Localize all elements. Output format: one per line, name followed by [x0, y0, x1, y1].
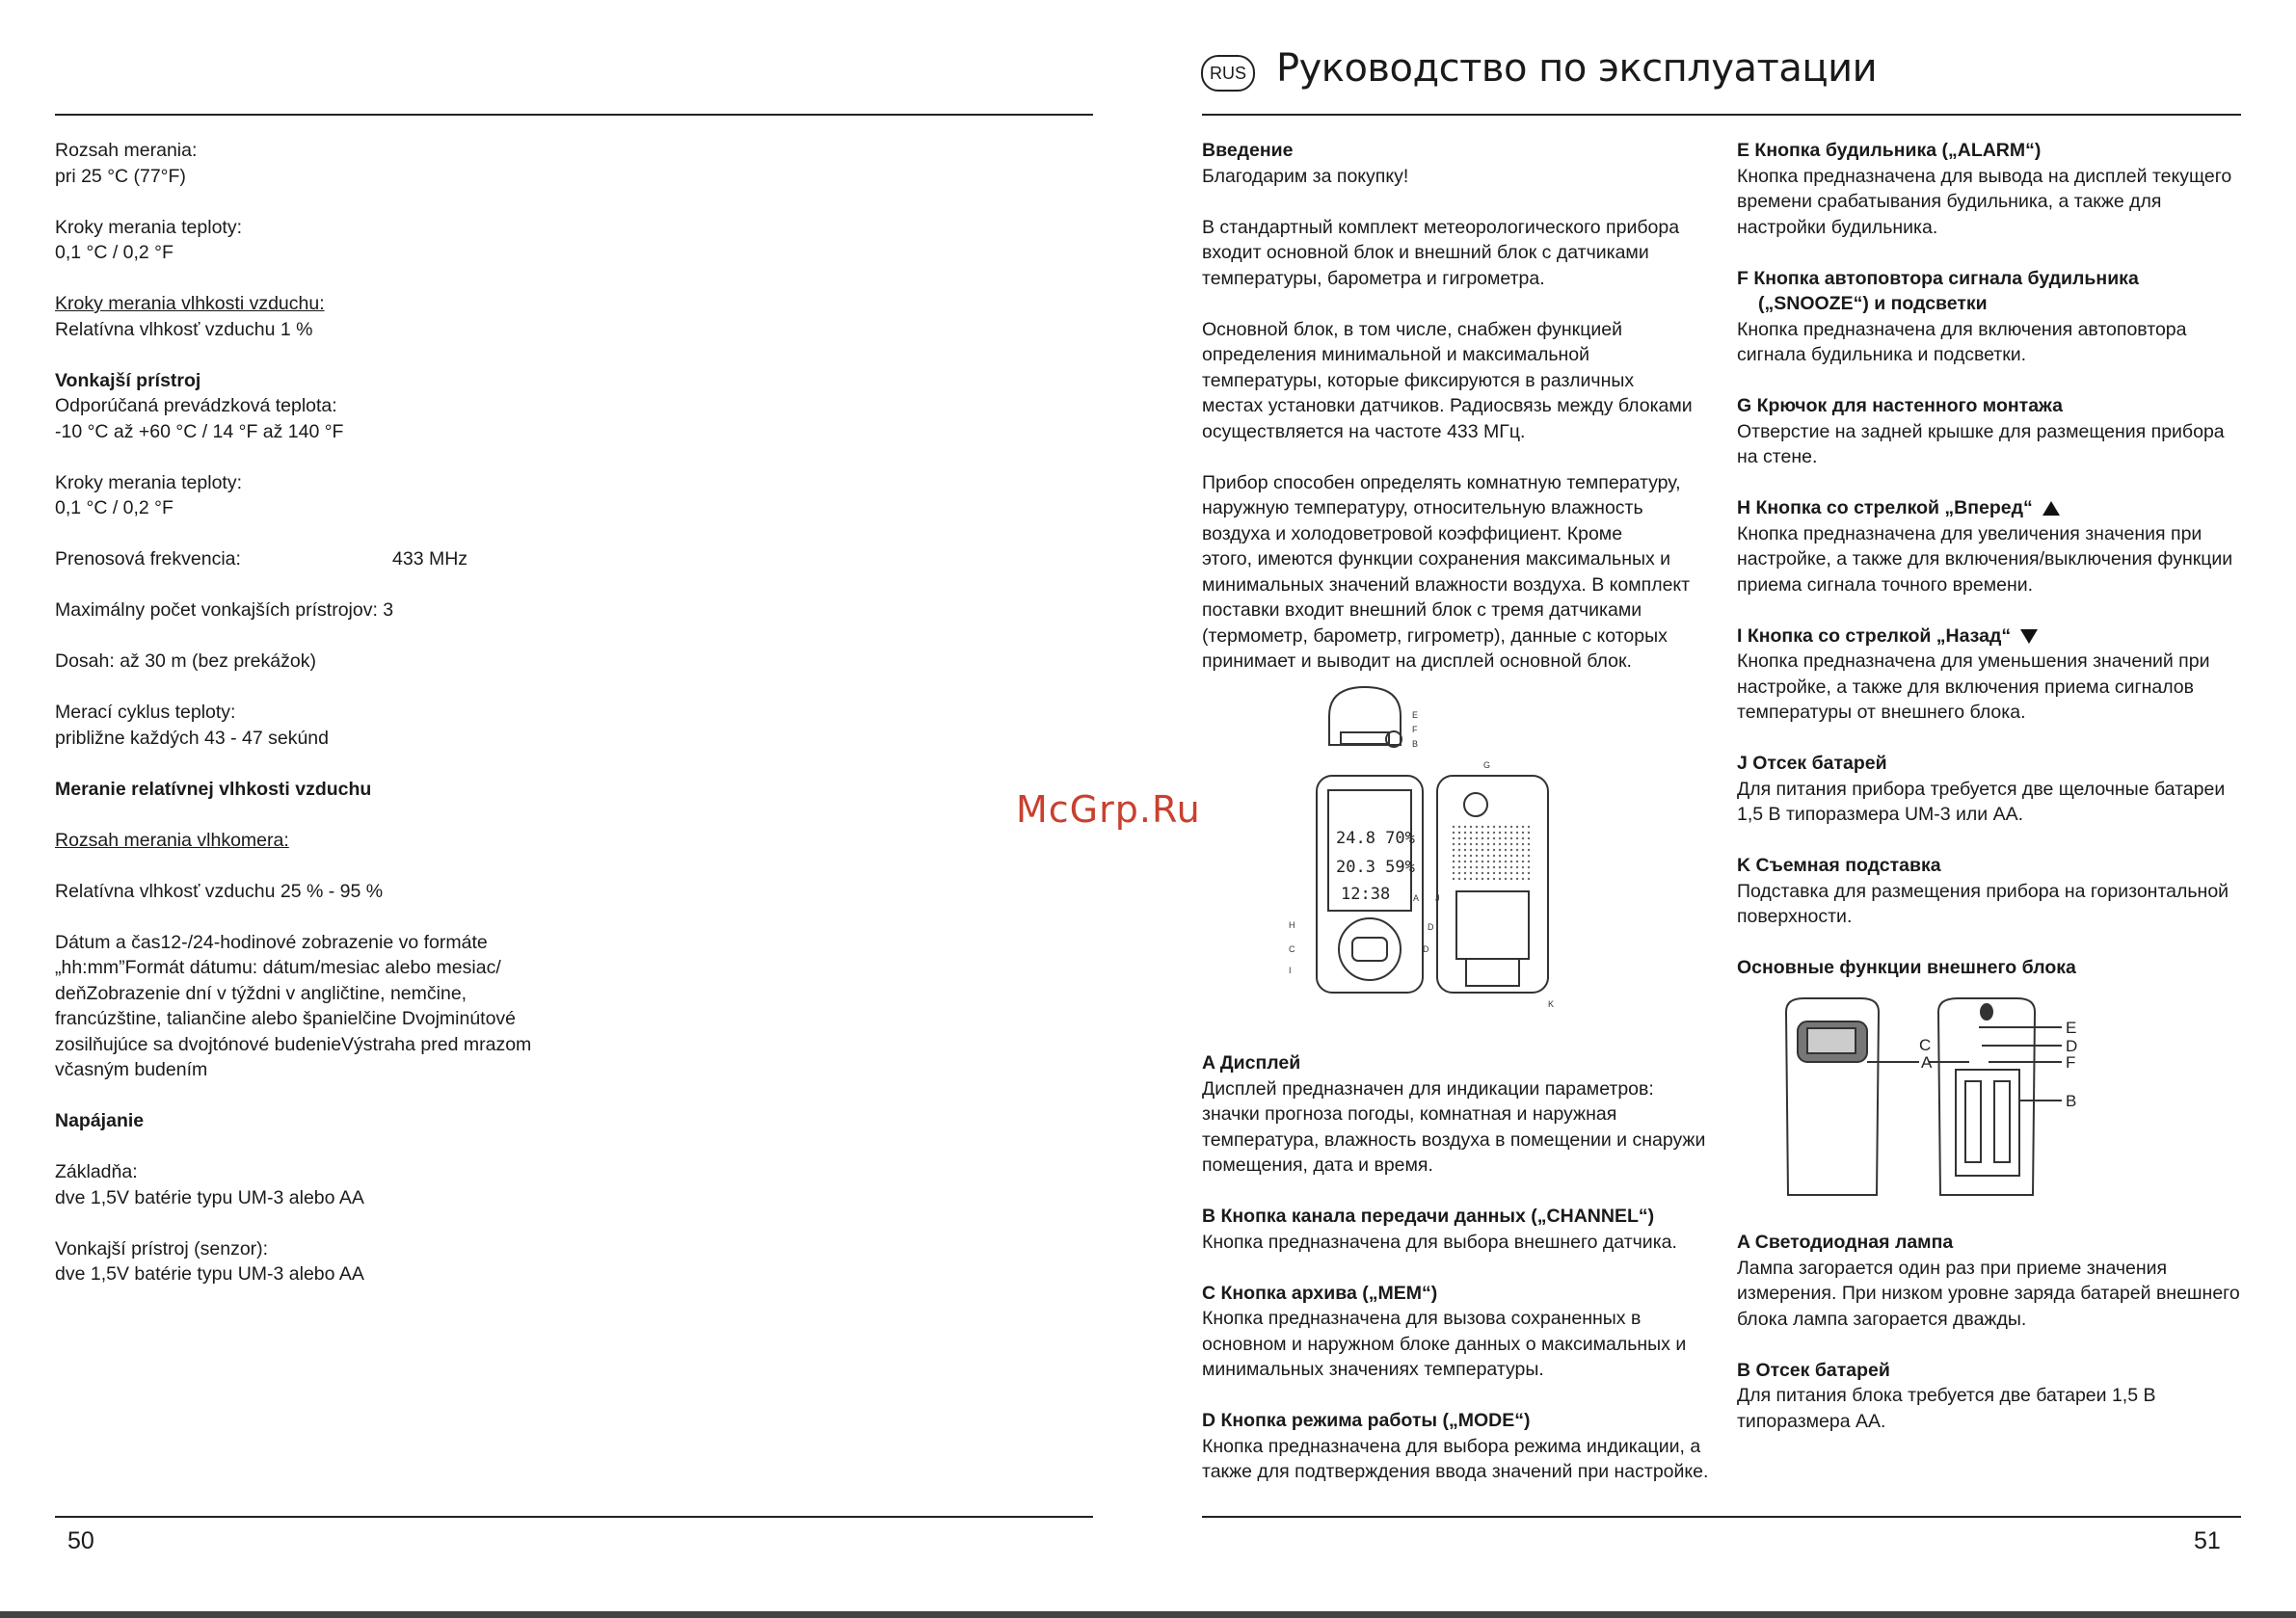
heading: A Дисплей [1202, 1052, 1301, 1074]
heading: G Крючок для настенного монтажа [1737, 395, 2063, 416]
spacer [55, 904, 922, 930]
left-text-column [55, 138, 922, 1287]
text-line: Odporúčaná prevádzková teplota: [55, 395, 337, 416]
text-line: Для питания блока требуется две батареи 1,5 В [1737, 1385, 2156, 1406]
text-line: Dosah: až 30 m (bez prekážok) [55, 650, 316, 672]
spacer [1202, 1179, 1722, 1205]
text-line: времени срабатывания будильника, а также для [1737, 191, 2162, 212]
right-column-2 [1737, 138, 2257, 981]
text-line: Лампа загорается один раз при приеме значения [1737, 1257, 2168, 1279]
svg-text:G: G [1483, 760, 1491, 770]
spacer [1202, 444, 1722, 470]
heading: Meranie relatívnej vlhkosti vzduchu [55, 778, 372, 800]
text-line: Merací cyklus teploty: [55, 702, 236, 723]
text-line: Для питания прибора требуется две щелочные батареи [1737, 778, 2226, 800]
heading: K Съемная подставка [1737, 855, 1941, 876]
sensor-battery-1 [1965, 1081, 1981, 1162]
spacer [1202, 1255, 1722, 1281]
left-lines-2 [55, 572, 922, 1287]
text-line: zosilňujúce sa dvojtónové budenieVýstraha pred mrazom [55, 1033, 532, 1055]
text-line: сигнала будильника и подсветки. [1737, 344, 2027, 365]
spacer [1202, 189, 1722, 215]
svg-text:F: F [1412, 725, 1418, 734]
heading: Vonkajší prístroj [55, 369, 201, 391]
spacer [55, 444, 922, 470]
text-line: значки прогноза погоды, комнатная и наружная [1202, 1103, 1617, 1125]
text-line: Dátum a čas12-/24-hodinové zobrazenie vo formáte [55, 931, 488, 953]
heading-h: H Кнопка со стрелкой „Вперед“ [1737, 495, 2257, 521]
text-line: Кнопка предназначена для выбора режима индикации, а [1202, 1435, 1701, 1457]
spacer [55, 266, 922, 292]
svg-text:B: B [1412, 739, 1419, 749]
right-page-number: 51 [2194, 1527, 2221, 1554]
text-line: основном и наружном блоке данных о максимальных и [1202, 1333, 1687, 1355]
unit-nav-center [1352, 938, 1387, 961]
page-title: Руководство по эксплуатации [1276, 46, 1878, 91]
lcd-line-1: 24.8 70% [1336, 829, 1415, 848]
heading: E Кнопка будильника („ALARM“) [1737, 140, 2042, 161]
text-line: осуществляется на частоте 433 МГц. [1202, 420, 1526, 442]
text-line: настройки будильника. [1737, 216, 1938, 238]
spacer [1202, 291, 1722, 317]
language-badge: RUS [1201, 55, 1255, 92]
frequency-row [55, 546, 922, 572]
intro-text [1202, 138, 1722, 675]
frequency-label: Prenosová frekvencia: [55, 548, 241, 570]
spacer [55, 1083, 922, 1109]
text-line: этого, имеются функции сохранения максимальных и [1202, 548, 1671, 570]
spacer [55, 521, 922, 547]
svg-text:F: F [2066, 1053, 2076, 1072]
text-line: Благодарим за покупку! [1202, 165, 1409, 187]
text-line: приема сигнала точного времени. [1737, 573, 2034, 596]
text-line: на стене. [1737, 446, 1818, 467]
text-line: Relatívna vlhkosť vzduchu 25 % - 95 % [55, 880, 384, 902]
unit-nav-ring [1339, 918, 1401, 980]
text-line: dve 1,5V batérie typu UM-3 alebo AA [55, 1186, 364, 1208]
text-line: Кнопка предназначена для вызова сохраненных в [1202, 1308, 1642, 1329]
text-line: Rozsah merania: [55, 140, 198, 161]
svg-text:H: H [1289, 920, 1295, 930]
heading: C Кнопка архива („MEM“) [1202, 1282, 1438, 1304]
text-line: Vonkajší prístroj (senzor): [55, 1237, 269, 1260]
svg-text:K: K [1548, 999, 1555, 1009]
heading: D Кнопка режима работы („MODE“) [1202, 1410, 1531, 1431]
text-line: deňZobrazenie dní v týždni v angličtine, nemčine, [55, 982, 467, 1004]
right-column-1 [1202, 138, 1722, 675]
text-line: Kroky merania teploty: [55, 471, 243, 493]
text-line: včasným budením [55, 1059, 208, 1080]
svg-text:J: J [1435, 893, 1440, 903]
text-line: -10 °C až +60 °C / 14 °F až 140 °F [55, 420, 344, 442]
text-line: В стандартный комплект метеорологического прибора [1202, 216, 1680, 238]
text-line: 0,1 °C / 0,2 °F [55, 497, 174, 518]
unit-grill [1452, 824, 1534, 882]
spacer [55, 572, 922, 598]
text-line: Rozsah merania vlhkomera: [55, 829, 289, 851]
spacer [1202, 1383, 1722, 1409]
frequency-value: 433 MHz [392, 548, 468, 570]
text-line: настройке, а также для включения/выключения функции [1737, 548, 2233, 570]
text-line: Кнопка предназначена для вывода на дисплей текущего [1737, 165, 2232, 187]
sensor-battery-2 [1994, 1081, 2010, 1162]
svg-text:C: C [1289, 944, 1295, 954]
watermark: McGrp.Ru [1016, 788, 1201, 831]
sensor-diagram-labels [1919, 1019, 2077, 1110]
text-line: поставки входит внешний блок с тремя датчиками [1202, 599, 1642, 621]
spacer [55, 751, 922, 777]
sensor-diagram [1765, 993, 2131, 1214]
arrow-down-icon [2020, 629, 2038, 644]
sensor-hanger-hole [1980, 1003, 1993, 1021]
text-line: типоразмера AA. [1737, 1410, 1886, 1432]
text-line: определения минимальной и максимальной [1202, 344, 1590, 365]
main-unit-diagram [1283, 679, 1649, 1012]
lcd-line-2: 20.3 59% [1336, 858, 1415, 877]
text-line: Кнопка предназначена для уменьшения значений при [1737, 650, 2210, 672]
spacer [55, 853, 922, 879]
text-line: температуры, которые фиксируются в различных [1202, 369, 1635, 391]
controls-i-k [1737, 649, 2257, 981]
text-line: помещения, дата и время. [1202, 1154, 1433, 1176]
right-bottom-rule [1202, 1516, 2241, 1518]
right-column-2-bottom [1737, 1230, 2257, 1434]
text-line: входит основной блок и внешний блок с датчиками [1202, 242, 1649, 263]
unit-stand [1466, 959, 1519, 986]
text-line: местах установки датчиков. Радиосвязь между блоками [1202, 395, 1693, 416]
heading: A Светодиодная лампа [1737, 1232, 1954, 1253]
text-line: температура, влажность воздуха в помещении и снаружи [1202, 1128, 1706, 1151]
unit-hanger [1464, 793, 1487, 816]
svg-text:D: D [1423, 944, 1429, 954]
text-line: также для подтверждения ввода значений при настройке. [1202, 1461, 1709, 1482]
text-line: Základňa: [55, 1161, 138, 1182]
spacer [1737, 368, 2257, 394]
right-top-rule [1202, 114, 2241, 116]
svg-text:A: A [1413, 893, 1420, 903]
spacer [55, 623, 922, 650]
svg-text:D: D [1428, 922, 1434, 932]
heading: Введение [1202, 140, 1294, 161]
left-page-number: 50 [67, 1527, 94, 1554]
text-line: Кнопка предназначена для выбора внешнего датчика. [1202, 1231, 1677, 1253]
text-line: поверхности. [1737, 906, 1853, 927]
text-line: Подставка для размещения прибора на горизонтальной [1737, 880, 2229, 902]
svg-text:C: C [1919, 1036, 1932, 1054]
controls-h [1737, 521, 2257, 623]
text-line: температуры, барометра и гигрометра. [1202, 267, 1545, 289]
text-line: Relatívna vlhkosť vzduchu 1 % [55, 318, 313, 340]
text-line: блока лампа загорается дважды. [1737, 1308, 2027, 1330]
text-line: Kroky merania teploty: [55, 216, 243, 238]
text-line: температуры от внешнего блока. [1737, 702, 2026, 723]
text-line: настройке, а также для включения приема сигналов [1737, 676, 2195, 698]
text-line: Kroky merania vlhkosti vzduchu: [55, 293, 325, 314]
text-line: „hh:mm”Formát dátumu: dátum/mesiac alebo mesiac/ [55, 957, 501, 978]
svg-text:E: E [2066, 1019, 2077, 1037]
text-line: минимальных значений влажности воздуха. В комплект [1202, 573, 1691, 596]
heading: B Кнопка канала передачи данных („CHANNEL“) [1202, 1206, 1655, 1227]
unit-back-body [1437, 776, 1548, 993]
text-line: Кнопка предназначена для увеличения значения при [1737, 522, 2203, 544]
text-line: Отверстие на задней крышке для размещения прибора [1737, 420, 2225, 442]
svg-text:I: I [1289, 966, 1292, 975]
heading: J Отсек батарей [1737, 753, 1887, 774]
sensor-functions [1737, 1230, 2257, 1434]
heading-i: I Кнопка со стрелкой „Назад“ [1737, 623, 2257, 650]
text-line: наружную температуру, относительную влажность [1202, 497, 1643, 518]
text-line: принимает и выводит на дисплей основной блок. [1202, 650, 1632, 672]
left-top-rule [55, 114, 1093, 116]
arrow-up-icon [2042, 501, 2060, 516]
heading: Napájanie [55, 1110, 145, 1131]
bottom-band [0, 1611, 2296, 1618]
text-line: dve 1,5V batérie typu UM-3 alebo AA [55, 1263, 364, 1285]
spacer [1737, 1332, 2257, 1358]
text-line: Основной блок, в том числе, снабжен функцией [1202, 318, 1622, 340]
controls-a-d [1202, 1050, 1722, 1485]
text-line: francúzštine, taliančine alebo španielčine Dvojminútové [55, 1008, 517, 1029]
controls-e-g [1737, 138, 2257, 495]
text-line: минимальных значениях температуры. [1202, 1359, 1544, 1380]
text-line: Кнопка предназначена для включения автоповтора [1737, 318, 2187, 340]
svg-text:B: B [2066, 1092, 2077, 1110]
text-line: približne každých 43 - 47 sekúnd [55, 727, 329, 749]
text-line: (термометр, барометр, гигрометр), данные с которых [1202, 624, 1668, 647]
right-page [1148, 0, 2296, 1618]
svg-text:A: A [1921, 1053, 1933, 1072]
left-lines [55, 138, 922, 546]
spacer [55, 189, 922, 215]
text-line: измерения. При низком уровне заряда батарей внешнего [1737, 1283, 2240, 1304]
unit-battery-door [1456, 891, 1529, 959]
text-line: Дисплей предназначен для индикации параметров: [1202, 1077, 1654, 1100]
lcd-line-3: 12:38 [1341, 885, 1391, 904]
text-line: pri 25 °C (77°F) [55, 165, 186, 187]
heading: Основные функции внешнего блока [1737, 957, 2076, 978]
heading: F Кнопка автоповтора сигнала будильника [1737, 267, 2139, 289]
spacer [55, 342, 922, 368]
spacer [1737, 930, 2257, 956]
spacer [55, 1134, 922, 1160]
sensor-screen [1807, 1028, 1855, 1053]
heading: („SNOOZE“) и подсветки [1758, 293, 1988, 314]
spacer [55, 802, 922, 828]
unit-top-strip [1341, 732, 1389, 744]
spacer [1737, 470, 2257, 496]
spacer [1737, 597, 2257, 623]
text-line: Maximálny počet vonkajších prístrojov: 3 [55, 599, 394, 621]
spacer [55, 675, 922, 701]
text-line: 0,1 °C / 0,2 °F [55, 242, 174, 263]
left-bottom-rule [55, 1516, 1093, 1518]
text-line: Прибор способен определять комнатную температуру, [1202, 471, 1681, 493]
svg-text:D: D [2066, 1037, 2078, 1055]
spacer [55, 1210, 922, 1236]
spacer [1737, 828, 2257, 854]
right-column-1-bottom [1202, 1050, 1722, 1485]
heading: B Отсек батарей [1737, 1359, 1890, 1381]
svg-text:E: E [1412, 710, 1419, 720]
spacer [1737, 726, 2257, 752]
spacer [1737, 240, 2257, 266]
text-line: 1,5 В типоразмера UM-3 или AA. [1737, 804, 2024, 825]
text-line: воздуха и холодоветровой коэффициент. Кроме [1202, 522, 1623, 544]
